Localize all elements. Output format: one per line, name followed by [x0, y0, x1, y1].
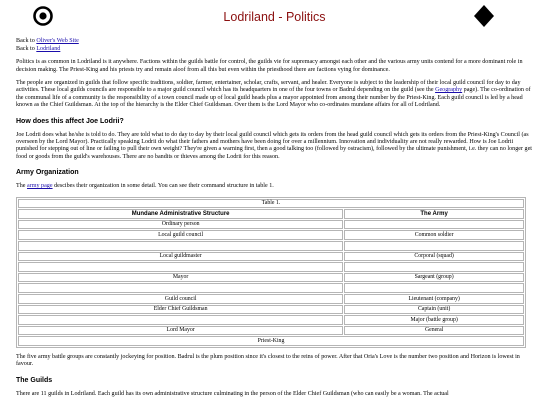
table-row [18, 315, 524, 325]
back-link-row [16, 46, 533, 54]
black-diamond-icon [474, 5, 494, 27]
table-row [18, 305, 524, 315]
joe-lodrii-paragraph: Joe Lodrii does what he/she is told to do. They are told what to do day to day by their local guild council which gets its orders from the head guild council which gets its orders from the Priest-King's Council (as overseen by the Lord Mayor). Practically speaking Lodrii do what their fathers and mothers have been doing for over a millennium. Innovation and individuality are not really rewarded. How is Joe Lodrii punished for stepping out of line or failing to pull their own weight? They're given a warning first, then a good talking too (followed by ostracism), followed by the ultimate punishment, i.e. they can no longer get food or goods from the guild's warehouses. There are no bandits or thieves among the Lodrii for this reason. [16, 131, 532, 160]
joe-lodrii-heading: How does this affect Joe Lodrii? [16, 117, 124, 125]
army-text-a: The [16, 183, 27, 190]
table-cell [344, 220, 524, 230]
guilds-paragraph: There are 11 guilds in Lodriland. Each guild has its own administrative structure culminating in the person of the Elder Chief Guildsman (who can easily be a woman. The actual [16, 390, 449, 397]
table-row [18, 326, 524, 336]
table-cell: Captain (unit) [344, 305, 524, 315]
intro-text-a: The people are organized in guilds that follow specific traditions, soldier, farmer, entertainer, scholar, crafts, servant, and healer. Everyone is subject to the leadership of their local guild council for day to day activities. These local guilds councils are responsible to a major guild council which has its headquarters in one of the four towns or Badrul depending on the guild (see the [16, 80, 521, 94]
table-row [18, 262, 524, 272]
table-cell: Mayor [18, 273, 343, 283]
table-row [18, 230, 524, 240]
table-header-mundane: Mundane Administrative Structure [18, 209, 343, 219]
olivers-web-site-link[interactable]: Oliver's Web Site [36, 38, 79, 44]
geography-link[interactable]: Geography [435, 87, 463, 94]
table-cell [344, 262, 524, 272]
table-cell: Common soldier [344, 230, 524, 240]
table-cell [18, 283, 343, 293]
table-cell: Elder Chief Guildsman [18, 305, 343, 315]
table-cell [18, 262, 343, 272]
table-row [18, 336, 524, 346]
table-cell [18, 315, 343, 325]
back-links [16, 38, 533, 53]
intro-paragraph-2 [16, 80, 533, 110]
intro-paragraph-1: Politics is as common in Lodriland is it anywhere. Factions within the guilds battle for control, the guilds vie for supremacy amongst each other and the various army units contend for a more dominant role in decision making. The Priest-King and his priests try and remain aloof from all this but even within the priesthood there are factions vying for dominance. [16, 59, 523, 73]
table-row [18, 252, 524, 262]
table-row [18, 220, 524, 230]
table-row [18, 294, 524, 304]
back-link-row [16, 38, 533, 46]
table-row [18, 273, 524, 283]
table-cell: Sargeant (group) [344, 273, 524, 283]
table-footer-priest-king: Priest-King [18, 336, 524, 346]
guilds-heading: The Guilds [16, 376, 53, 384]
table-cell [344, 241, 524, 251]
table-cell [344, 283, 524, 293]
table-cell: Local guildmaster [18, 252, 343, 262]
table-row [18, 283, 524, 293]
table-header-army: The Army [344, 209, 524, 219]
back-link-prefix: Back to [16, 38, 37, 44]
table-cell: Lord Mayor [18, 326, 343, 336]
table-cell: Corporal (squad) [344, 252, 524, 262]
command-structure-table [16, 197, 526, 348]
battle-groups-paragraph: The five army battle groups are constantly jockeying for position. Badrul is the plum position since it's closest to the reins of power. After that Oria's Love is the number two position and Horizon is lowest in favour. [16, 353, 520, 368]
table-cell: General [344, 326, 524, 336]
back-link-prefix: Back to [16, 45, 37, 52]
table-cell [18, 241, 343, 251]
intro-text-b: page). The co-ordination of the communal life of a community is the responsibility of a town council made up of local guild heads plus a mayor appointed from among their number by the Priest-King. Each guild council is led by a head known as the Chief Guildsman. At the top of the hierarchy is the Elder Chief Guildsman. Over them is the Lord Mayor who co-ordinates mundane affairs for all of Lodriland. [16, 87, 531, 109]
header [16, 0, 533, 38]
table-cell: Lieutenant (company) [344, 294, 524, 304]
table-cell: Guild council [18, 294, 343, 304]
army-page-link[interactable]: army page [27, 183, 53, 190]
table-cell: Ordinary person [18, 220, 343, 230]
army-text-b: descibes their organization in some detail. You can see their command structure in table 1. [52, 183, 274, 190]
lodriland-link[interactable]: Lodriland [36, 45, 61, 52]
table-caption: Table 1. [18, 199, 524, 209]
table-cell: Local guild council [18, 230, 343, 240]
page-title: Lodriland - Politics [223, 10, 326, 24]
table-cell: Major (battle group) [344, 315, 524, 325]
army-organization-heading: Army Organization [16, 169, 79, 177]
army-paragraph [16, 183, 533, 190]
table-row [18, 241, 524, 251]
